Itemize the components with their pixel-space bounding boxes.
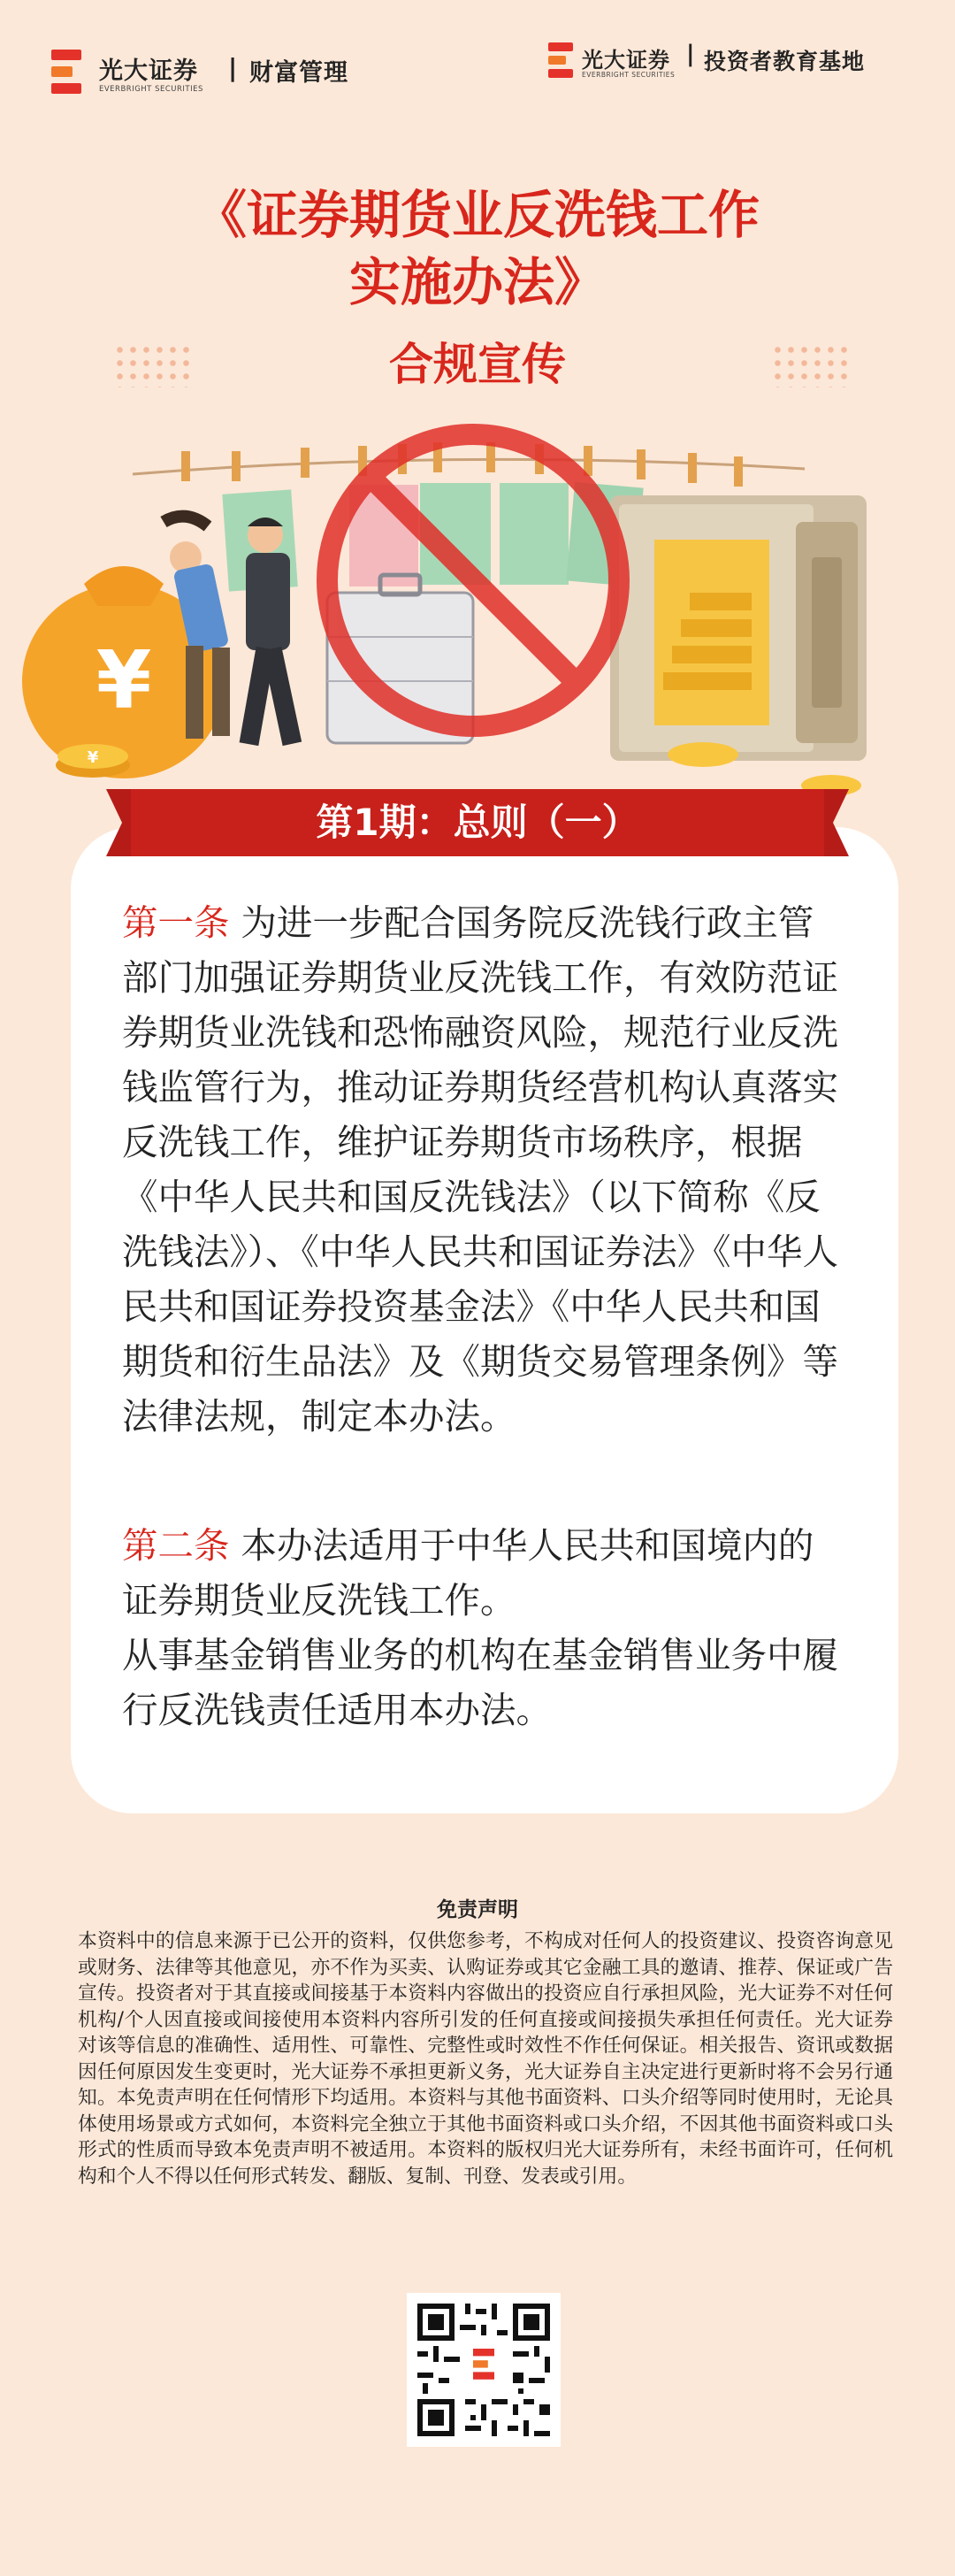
brand-name-right: 光大证券: [582, 48, 670, 73]
page-title-line2: 实施办法》: [348, 252, 606, 312]
coin-symbol: ¥: [87, 748, 99, 767]
issue-banner: [131, 789, 824, 856]
disclaimer-title: 免责声明: [437, 1898, 518, 1921]
disclaimer-text: 本资料中的信息来源于已公开的资料，仅供您参考，不构成对任何人的投资建议、投资咨询意见或财务、法律等其他意见，亦不作为买卖、认购证券或其它金融工具的邀请、推荐、保证或广告宣传。投资者对于其直接或间接基于本资料内容做出的投资应自行承担风险，光大证券不对任何机构/个人因直接或间接使用本资料内容所引发的任何直接或间接损失承担任何责任。光大证券对该等信息的准确性、适用性、可靠性、完整性或时效性不作任何保证。相关报告、资讯或数据因任何原因发生变更时，光大证券不承担更新义务，光大证券自主决定进行更新时将不会另行通知。本免责声明在任何情形下均适用。本资料与其他书面资料、口头介绍等同时使用时，无论具体使用场景或方式如何，本资料完全独立于其他书面资料或口头介绍，不因其他书面资料或口头形式的性质而导致本免责声明不被适用。本资料的版权归光大证券所有，未经书面许可，任何机构和个人不得以任何形式转发、翻版、复制、刊登、发表或引用。: [78, 1930, 893, 2188]
brand-english-right: EVERBRIGHT SECURITIES: [582, 71, 676, 79]
brand-english-left: EVERBRIGHT SECURITIES: [99, 85, 203, 94]
qr-code-icon: [407, 2293, 561, 2447]
page-title-line1: 《证券期货业反洗钱工作: [195, 185, 760, 245]
header-subtitle-left: 财富管理: [249, 59, 348, 87]
article-1-heading: 第一条: [122, 901, 230, 944]
brand-name-left: 光大证券: [99, 58, 198, 85]
issue-banner-label: 第1期：总则（一）: [316, 801, 639, 844]
article-1: [122, 895, 847, 1444]
header-subtitle-right: 投资者教育基地: [704, 49, 866, 74]
article-2: [122, 1518, 847, 1628]
qr-code: [407, 2293, 561, 2447]
decorative-dots-right: [771, 343, 851, 387]
page-subtitle: 合规宣传: [389, 339, 566, 390]
article-1-text: 为进一步配合国务院反洗钱行政主管部门加强证券期货业反洗钱工作，有效防范证券期货业洗钱和恐怖融资风险，规范行业反洗钱监管行为，推动证券期货经营机构认真落实反洗钱工作，维护证券期货市场秩序，根据《中华人民共和国反洗钱法》（以下简称《反洗钱法》）、《中华人民共和国证券法》《中华人民共和国证券投资基金法》《中华人民共和国期货和衍生品法》及《期货交易管理条例》等法律法规，制定本办法。: [122, 901, 838, 1438]
article-2-text: 本办法适用于中华人民共和国境内的证券期货业反洗钱工作。: [122, 1524, 814, 1622]
brand-separator-right: |: [686, 41, 695, 67]
everbright-logo-icon: [51, 50, 81, 94]
article-2-extra: 从事基金销售业务的机构在基金销售业务中履行反洗钱责任适用本办法。: [122, 1634, 838, 1731]
decorative-dots-left: [113, 343, 193, 387]
brand-separator-left: |: [228, 53, 238, 82]
everbright-logo-icon: [548, 42, 573, 78]
anti-money-laundering-illustration: [0, 416, 955, 814]
money-bag-symbol: ¥: [96, 634, 152, 727]
safe-with-gold-icon: [610, 495, 867, 761]
article-2-heading: 第二条: [122, 1524, 230, 1567]
